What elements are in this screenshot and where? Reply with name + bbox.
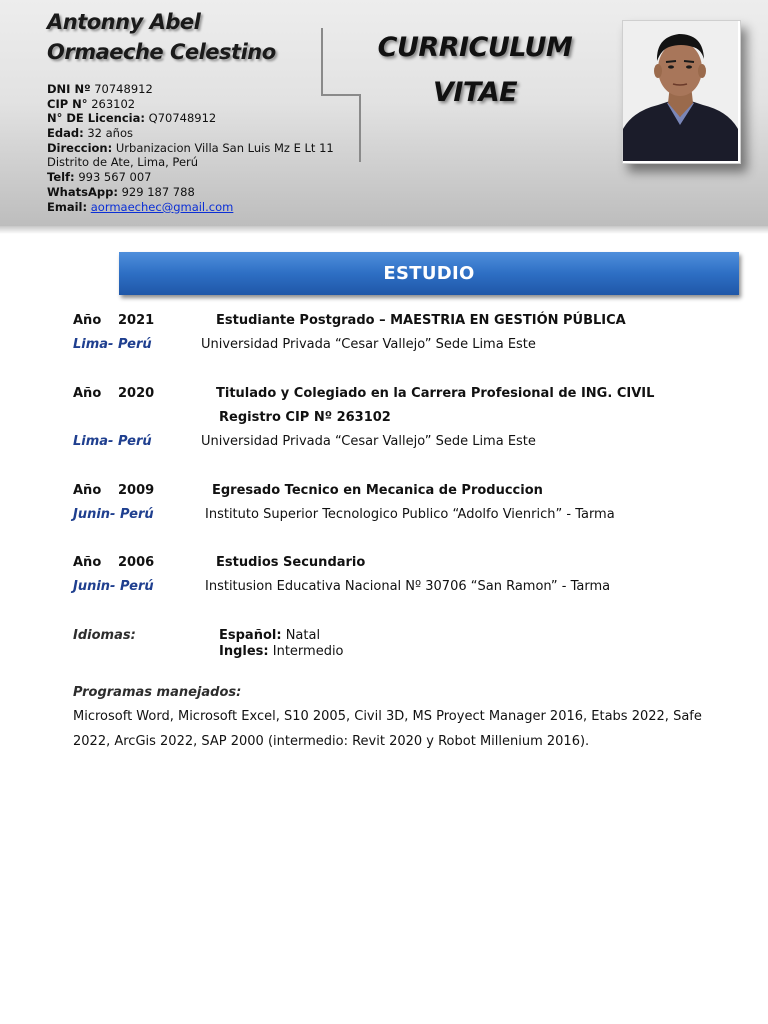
- edu-4-title: Estudios Secundario: [216, 555, 366, 570]
- edu-3-institution: Instituto Superior Tecnologico Publico “Adolfo Vienrich” - Tarma: [205, 507, 615, 522]
- email-link[interactable]: aormaechec@gmail.com: [90, 199, 234, 214]
- edu-1-year-label: Año: [73, 313, 102, 328]
- edu-2-title-registration: Registro CIP Nº 263102: [219, 410, 391, 425]
- info-age: Edad: 32 años: [47, 126, 133, 141]
- info-email: Email: aormaechec@gmail.com: [47, 199, 234, 214]
- languages-label: Idiomas:: [73, 628, 136, 643]
- info-whatsapp: WhatsApp: 929 187 788: [47, 184, 195, 199]
- edu-1-institution: Universidad Privada “Cesar Vallejo” Sede Lima Este: [201, 337, 536, 352]
- edu-4-institution: Institusion Educativa Nacional Nº 30706 “San Ramon” - Tarma: [205, 579, 611, 594]
- candidate-first-name: Antonny Abel: [47, 10, 201, 34]
- edu-3-year: 2009: [118, 483, 155, 498]
- edu-1-title: Estudiante Postgrado – MAESTRIA EN GESTIÓN PÚBLICA: [216, 313, 626, 328]
- edu-3-year-label: Año: [73, 483, 102, 498]
- edu-2-institution: Universidad Privada “Cesar Vallejo” Sede Lima Este: [201, 434, 536, 449]
- info-district: Distrito de Ate, Lima, Perú: [47, 155, 199, 170]
- programs-label: Programas manejados:: [73, 685, 242, 700]
- edu-4-year: 2006: [118, 555, 155, 570]
- section-heading-estudio: ESTUDIO: [119, 252, 739, 295]
- edu-1-location: Lima- Perú: [73, 337, 152, 352]
- language-item-english: Ingles: Intermedio: [219, 644, 344, 659]
- profile-photo: [622, 20, 741, 164]
- info-phone: Telf: 993 567 007: [47, 170, 152, 185]
- edu-2-year: 2020: [118, 386, 155, 401]
- edu-1-year: 2021: [118, 313, 155, 328]
- cv-title-line2: VITAE: [432, 77, 518, 108]
- portrait-image: [623, 21, 738, 161]
- info-address: Direccion: Urbanizacion Villa San Luis Mz E Lt 11: [47, 140, 334, 155]
- edu-4-location: Junin- Perú: [73, 579, 154, 594]
- edu-3-location: Junin- Perú: [73, 507, 154, 522]
- programs-text: Microsoft Word, Microsoft Excel, S10 2005, Civil 3D, MS Proyect Manager 2016, Etabs 2022, Safe 2022, ArcGis 2022, SAP 2000 (intermedio: Revit 2020 y Robot Millenium 2016).: [73, 709, 702, 749]
- candidate-last-name: Ormaeche Celestino: [47, 40, 276, 64]
- cv-title-line1: CURRICULUM: [377, 32, 573, 63]
- edu-3-title: Egresado Tecnico en Mecanica de Produccion: [212, 483, 543, 498]
- language-item-spanish: Español: Natal: [219, 628, 321, 643]
- personal-info: [47, 82, 347, 214]
- edu-4-year-label: Año: [73, 555, 102, 570]
- edu-2-title: Titulado y Colegiado en la Carrera Profesional de ING. CIVIL: [216, 386, 655, 401]
- info-cip: CIP N° 263102: [47, 96, 136, 111]
- edu-2-location: Lima- Perú: [73, 434, 152, 449]
- info-license: N° DE Licencia: Q70748912: [47, 111, 217, 126]
- info-dni: DNI Nº 70748912: [47, 82, 153, 96]
- header-shadow: [0, 226, 768, 234]
- edu-2-year-label: Año: [73, 386, 102, 401]
